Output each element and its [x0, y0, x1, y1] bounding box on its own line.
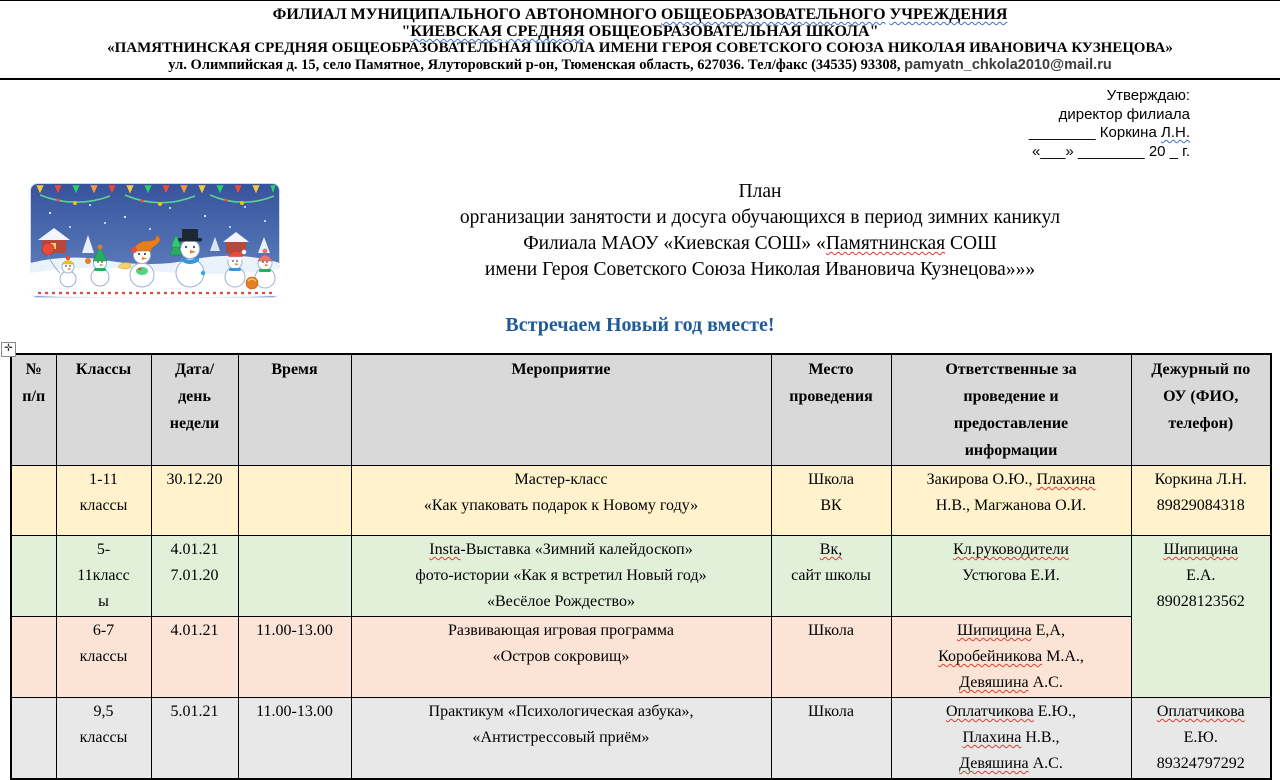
cell-line: 9,5 — [93, 703, 114, 720]
cell-line — [354, 537, 769, 563]
letterhead-line-1 — [10, 6, 1270, 23]
table-cell — [771, 536, 891, 617]
table-cell — [56, 698, 151, 780]
cell-line: Е.А. — [1186, 567, 1216, 584]
spellcheck-flagged-text: КИЕВСКАЯ — [410, 23, 503, 40]
cell-line: классы — [79, 729, 128, 746]
column-header-line: Дата/ — [174, 361, 215, 378]
column-header-classes — [56, 354, 151, 466]
snowmen-illustration-svg — [30, 183, 280, 298]
cell-line: 6-7 — [92, 622, 115, 639]
column-header-line: Классы — [75, 361, 132, 378]
column-header-line: недели — [169, 415, 220, 432]
table-cell — [891, 466, 1131, 536]
cell-line: «Антистрессовый приём» — [472, 729, 650, 746]
table-cell — [1131, 466, 1271, 536]
approval-line-2 — [0, 106, 1190, 125]
approval-block — [0, 87, 1190, 161]
cell-line: 30.12.20 — [166, 471, 223, 488]
cell-line: Мастер-класс — [514, 471, 608, 488]
spellcheck-flagged-text: Insta — [429, 541, 461, 558]
approval-line-1 — [0, 87, 1190, 106]
cell-line — [894, 725, 1129, 751]
plan-title-line-4 — [280, 257, 1240, 283]
approval-line-3 — [0, 124, 1190, 143]
table-cell — [151, 698, 238, 780]
cell-line: 89324797292 — [1156, 755, 1245, 772]
cell-line: 7.01.20 — [170, 567, 219, 584]
table-row-4 — [11, 698, 1271, 780]
text-segment: ул. Олимпийская д. 15, село Памятное, Ялуторовский р-он, Тюменская область, 627036. Тел/факс (34535) 93308, — [168, 57, 905, 73]
cell-line: Коркина Л.Н. — [1154, 471, 1247, 488]
table-cell — [771, 466, 891, 536]
cell-line: 11.00-13.00 — [256, 703, 333, 720]
cell-line: Школа — [808, 622, 854, 639]
table-cell — [11, 466, 56, 536]
cell-line — [894, 699, 1129, 725]
plan-title-line-3 — [280, 231, 1240, 257]
spellcheck-flagged-text: Девяшина — [959, 755, 1029, 772]
spellcheck-flagged-text: Плахина — [962, 729, 1022, 746]
spellcheck-flagged-text: Вк, — [819, 541, 843, 558]
table-cell — [56, 466, 151, 536]
table-cell — [238, 536, 351, 617]
column-header-line: Мероприятие — [511, 361, 611, 378]
spellcheck-flagged-text: Памятнинская — [825, 233, 946, 254]
table-cell — [56, 536, 151, 617]
spellcheck-flagged-text: ОБЩЕОБРАЗОВАТЕЛЬНОГО — [660, 6, 886, 23]
text-segment: ________ Коркина — [1028, 124, 1161, 141]
table-row-1 — [11, 466, 1271, 536]
column-header-event — [351, 354, 771, 466]
cell-line: 4.01.21 — [170, 622, 219, 639]
cell-line: 89028123562 — [1156, 593, 1245, 610]
column-header-line: Дежурный по — [1151, 361, 1251, 378]
table-cell — [151, 536, 238, 617]
table-cell — [771, 698, 891, 780]
text-segment: Утверждаю: — [1106, 87, 1190, 104]
column-header-responsible — [891, 354, 1131, 466]
column-header-num — [11, 354, 56, 466]
cell-line — [894, 670, 1129, 696]
cell-line: «Остров сокровищ» — [492, 648, 630, 665]
column-header-duty — [1131, 354, 1271, 466]
cell-line: ВК — [820, 497, 842, 514]
cell-line: классы — [79, 648, 128, 665]
cell-line: Е.Ю. — [1183, 729, 1218, 746]
text-segment: СОШ — [945, 233, 997, 254]
cell-line: 11.00-13.00 — [256, 622, 333, 639]
cell-line: Устюгова Е.И. — [962, 567, 1060, 584]
table-cell — [151, 466, 238, 536]
letterhead-line-3 — [10, 40, 1270, 57]
spellcheck-flagged-text: Плахина — [1036, 471, 1096, 488]
spellcheck-flagged-text: СРЕДНЯЯ — [506, 23, 585, 40]
table-cell — [351, 617, 771, 698]
text-segment: «___» ________ 20 _ г. — [1032, 142, 1190, 160]
table-cell — [1131, 698, 1271, 780]
cell-line: 89829084318 — [1156, 497, 1245, 514]
spellcheck-flagged-text: УЧРЕЖДЕНИЯ — [889, 6, 1008, 23]
cell-line — [1134, 699, 1269, 725]
table-cell — [238, 466, 351, 536]
letterhead-line-4 — [10, 57, 1270, 74]
cell-line: классы — [79, 497, 128, 514]
table-row-2 — [11, 536, 1271, 617]
column-header-line: проведения — [789, 388, 873, 405]
snowmen-image — [30, 183, 280, 298]
cell-line: Школа — [808, 703, 854, 720]
spellcheck-flagged-text: Оплатчикова — [1156, 703, 1245, 720]
text-segment: Е.Ю., — [1033, 703, 1076, 720]
table-cell — [151, 617, 238, 698]
column-header-line: Ответственные за — [945, 361, 1077, 378]
text-segment: М.А., — [1042, 648, 1084, 665]
cell-line — [774, 537, 889, 563]
table-cell — [351, 698, 771, 780]
table-cell — [351, 536, 771, 617]
text-segment: Е,А, — [1031, 622, 1065, 639]
text-segment: А.С. — [1028, 674, 1063, 691]
text-segment: А.С. — [1028, 755, 1063, 772]
column-header-place — [771, 354, 891, 466]
letterhead-line-2 — [10, 23, 1270, 40]
table-cell — [351, 466, 771, 536]
column-header-line: № — [25, 361, 42, 378]
cell-line: фото-истории «Как я встретил Новый год» — [415, 567, 707, 584]
plan-title-line-2 — [280, 205, 1240, 231]
intro-row — [0, 179, 1280, 298]
table-cell — [11, 698, 56, 780]
cell-line — [894, 751, 1129, 777]
cell-line: 4.01.21 — [170, 541, 219, 558]
cell-line — [894, 467, 1129, 493]
text-segment: Филиала МАОУ «Киевская СОШ» « — [523, 233, 826, 254]
spellcheck-flagged-text: Кл.руководители — [953, 541, 1069, 558]
cell-line: 1-11 — [89, 471, 118, 488]
table-row-3 — [11, 617, 1271, 698]
spellcheck-flagged-text: Л.Н. — [1160, 124, 1190, 141]
text-segment: Закирова О.Ю., — [926, 471, 1037, 488]
column-header-line: информации — [964, 442, 1058, 459]
schedule-table-wrap — [4, 343, 1270, 780]
plan-title-line-1 — [280, 179, 1240, 205]
text-segment: -Выставка «Зимний калейдоскоп» — [460, 541, 693, 558]
spellcheck-flagged-text: Шипицина — [1163, 541, 1239, 558]
cell-line: Развивающая игровая программа — [447, 622, 674, 639]
table-cell — [891, 536, 1131, 617]
column-header-line: Место — [808, 361, 854, 378]
table-cell — [891, 617, 1131, 698]
table-cell — [891, 698, 1131, 780]
table-move-handle-icon[interactable]: ✛ — [1, 342, 16, 357]
cell-line: ы — [98, 593, 109, 610]
table-cell — [238, 617, 351, 698]
column-header-line: день — [178, 388, 211, 405]
table-cell — [1131, 536, 1271, 698]
cell-line — [894, 537, 1129, 563]
spellcheck-flagged-text: Коробейникова — [938, 648, 1043, 665]
column-header-line: проведение и — [963, 388, 1059, 405]
text-segment: Н.В., — [1021, 729, 1060, 746]
text-segment: " — [401, 23, 411, 40]
text-segment: ОБЩЕОБРАЗОВАТЕЛЬНАЯ ШКОЛА" — [584, 23, 879, 40]
plan-title — [280, 179, 1280, 298]
spellcheck-flagged-text: Оплатчикова — [945, 703, 1034, 720]
letterhead — [0, 0, 1280, 80]
text-segment: имени Героя Советского Союза Николая Ивановича Кузнецова»»» — [484, 259, 1036, 280]
text-segment: ФИЛИАЛ МУНИЦИПАЛЬНОГО АВТОНОМНОГО — [272, 6, 661, 23]
column-header-line: Время — [271, 361, 318, 378]
approval-line-4 — [0, 143, 1190, 162]
text-segment: организации занятости и досуга обучающихся в период зимних каникул — [459, 207, 1061, 228]
cell-line: сайт школы — [791, 567, 871, 584]
text-segment: «ПАМЯТНИНСКАЯ СРЕДНЯЯ ОБЩЕОБРАЗОВАТЕЛЬНАЯ ШКОЛА ИМЕНИ ГЕРОЯ СОВЕТСКОГО СОЮЗА НИКОЛАЯ ИВАНОВИЧА КУЗНЕЦОВА» — [107, 40, 1173, 56]
text-segment: директор филиала — [1058, 105, 1190, 123]
table-cell — [238, 698, 351, 780]
column-header-line: п/п — [22, 388, 46, 405]
cell-line: «Как упаковать подарок к Новому году» — [423, 497, 699, 514]
spellcheck-flagged-text: Девяшина — [959, 674, 1029, 691]
cell-line: 5.01.21 — [170, 703, 219, 720]
column-header-line: телефон) — [1168, 415, 1234, 432]
table-cell — [56, 617, 151, 698]
column-header-line: ОУ (ФИО, — [1163, 388, 1239, 405]
plan-table — [10, 353, 1272, 780]
cell-line: Практикум «Психологическая азбука», — [428, 703, 694, 720]
column-header-time — [238, 354, 351, 466]
spellcheck-flagged-text: Шипицина — [957, 622, 1032, 639]
cell-line — [894, 644, 1129, 670]
column-header-line: предоставление — [953, 415, 1069, 432]
cell-line: «Весёлое Рождество» — [487, 593, 635, 610]
text-segment: План — [738, 181, 782, 202]
cell-line: Школа — [808, 471, 854, 488]
cell-line: Н.В., Магжанова О.И. — [935, 497, 1087, 514]
text-segment: pamyatn_chkola2010@mail.ru — [904, 57, 1112, 73]
cell-line — [894, 618, 1129, 644]
cell-line: 5- — [96, 541, 111, 558]
table-cell — [11, 536, 56, 617]
event-heading: Встречаем Новый год вместе! — [505, 314, 775, 336]
column-header-date — [151, 354, 238, 466]
cell-line: 11класс — [77, 567, 130, 584]
cell-line — [1134, 537, 1269, 563]
table-header-row — [11, 354, 1271, 466]
table-cell — [771, 617, 891, 698]
table-cell — [11, 617, 56, 698]
